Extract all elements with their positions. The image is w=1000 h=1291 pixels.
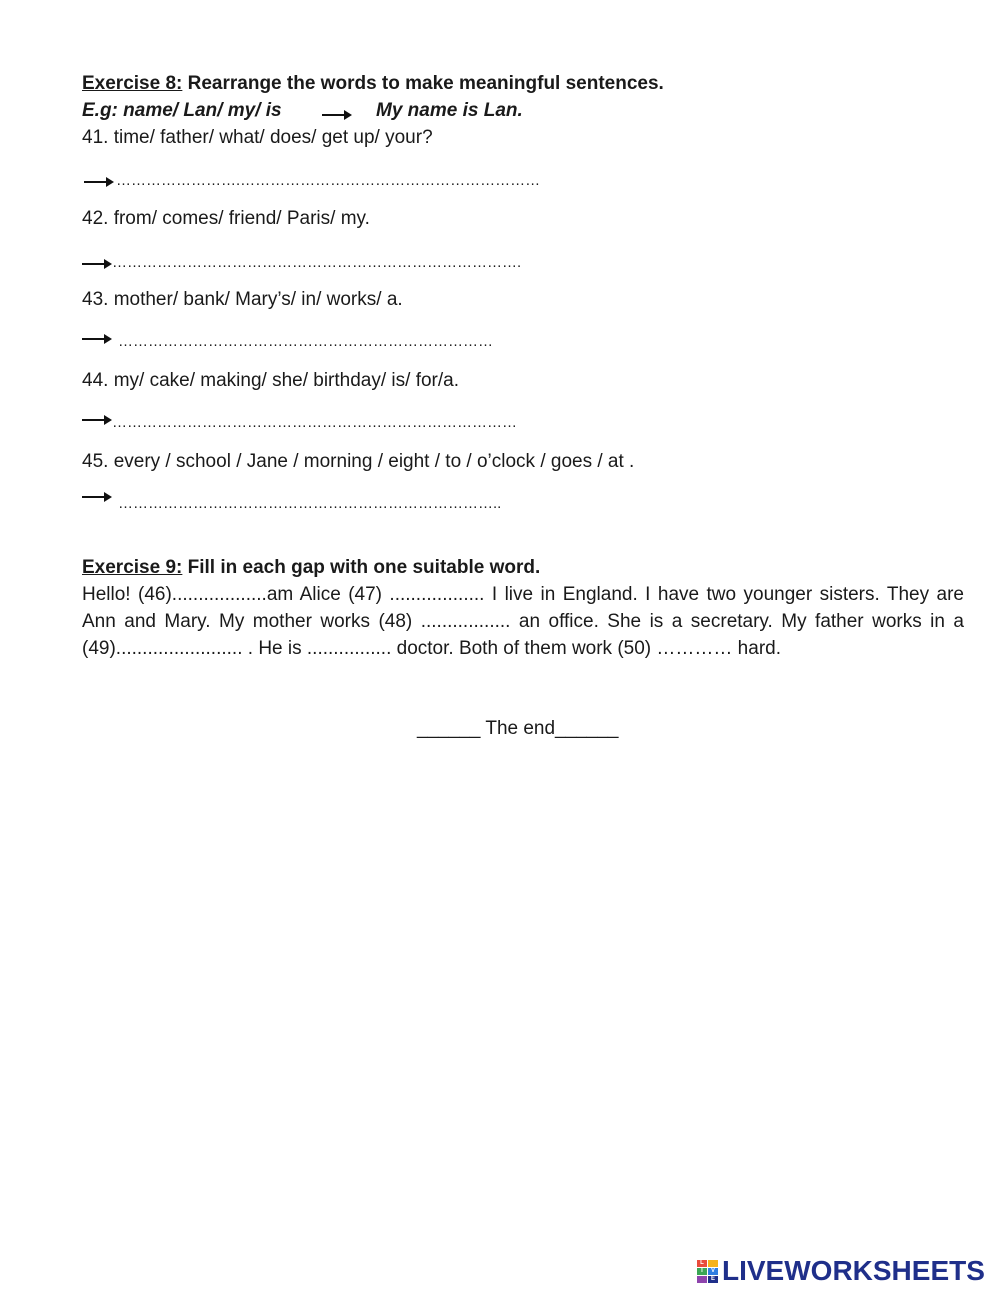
logo-block: L bbox=[697, 1260, 707, 1267]
answer-line-42[interactable]: ………………………………………………………………………. bbox=[112, 254, 522, 271]
exercise9-label: Exercise 9: bbox=[82, 557, 183, 578]
logo-block bbox=[697, 1276, 707, 1283]
exercise8-instruction: Rearrange the words to make meaningful sentences. bbox=[182, 73, 664, 94]
arrow-right-icon bbox=[82, 257, 112, 271]
answer-line-45[interactable]: ………………………………………………………………….. bbox=[118, 495, 502, 512]
brand-name: LIVEWORKSHEETS bbox=[722, 1255, 985, 1286]
arrow-right-icon bbox=[322, 108, 352, 122]
logo-grid-icon bbox=[697, 1260, 718, 1283]
arrow-right-icon bbox=[84, 175, 114, 189]
logo-block: V bbox=[708, 1268, 718, 1275]
arrow-right-icon bbox=[82, 413, 112, 427]
answer-line-43[interactable]: ………………………………………………………………… bbox=[118, 333, 493, 350]
arrow-right-icon bbox=[82, 490, 112, 504]
exercise9-passage[interactable]: Hello! (46)..................am Alice (47) .................. I live in England. I have two younger sisters. They are Ann and Mary. My mother works (48) ................. an office. She is a secretary. My father works in a (49)........................ . He is ................ doctor. Both of them work (50) ………… hard. bbox=[82, 584, 964, 659]
logo-block bbox=[708, 1260, 718, 1267]
question-45: 45. every / school / Jane / morning / eight / to / o’clock / goes / at . bbox=[82, 451, 635, 472]
exercise9-heading bbox=[82, 556, 540, 580]
answer-line-41[interactable]: …………………….…………………………………………………… bbox=[116, 172, 541, 189]
question-42: 42. from/ comes/ friend/ Paris/ my. bbox=[82, 208, 370, 229]
liveworksheets-logo bbox=[697, 1256, 985, 1286]
logo-block: E bbox=[708, 1276, 718, 1283]
exercise8-label: Exercise 8: bbox=[82, 73, 183, 94]
question-41: 41. time/ father/ what/ does/ get up/ your? bbox=[82, 127, 433, 148]
exercise9-instruction: Fill in each gap with one suitable word. bbox=[182, 557, 541, 578]
exercise8-heading bbox=[82, 72, 664, 96]
logo-block: I bbox=[697, 1268, 707, 1275]
arrow-right-icon bbox=[82, 332, 112, 346]
answer-line-44[interactable]: ……………………………………………………………………… bbox=[112, 414, 517, 431]
example-answer: My name is Lan. bbox=[376, 100, 523, 121]
example-prompt: E.g: name/ Lan/ my/ is bbox=[82, 100, 282, 121]
question-43: 43. mother/ bank/ Mary’s/ in/ works/ a. bbox=[82, 289, 403, 310]
the-end: ______ The end______ bbox=[417, 718, 619, 739]
question-44: 44. my/ cake/ making/ she/ birthday/ is/ for/a. bbox=[82, 370, 459, 391]
